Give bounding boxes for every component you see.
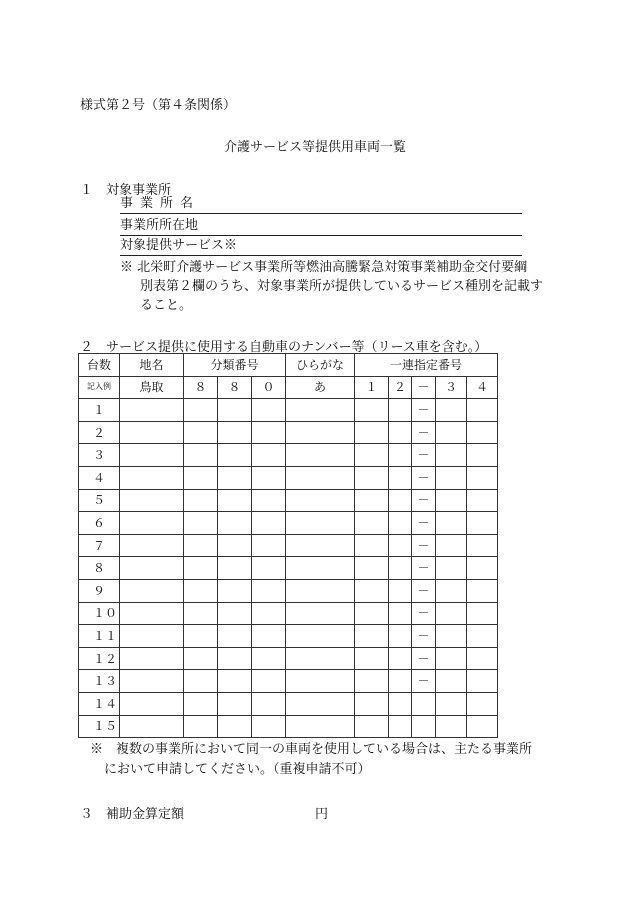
entry-cell[interactable]: [355, 557, 389, 580]
entry-cell[interactable]: [355, 647, 389, 670]
entry-cell[interactable]: [389, 534, 412, 557]
entry-cell[interactable]: [389, 444, 412, 467]
serial-dash-cell[interactable]: －: [412, 444, 436, 467]
entry-cell[interactable]: [436, 466, 467, 489]
entry-cell[interactable]: [120, 466, 184, 489]
table-row: [79, 512, 498, 535]
entry-cell[interactable]: [467, 670, 498, 693]
entry-cell[interactable]: [286, 512, 355, 535]
entry-cell[interactable]: [467, 557, 498, 580]
entry-cell[interactable]: [355, 579, 389, 602]
entry-cell[interactable]: [467, 444, 498, 467]
section1-note-line2: 別表第２欄のうち、対象事業所が提供しているサービス種別を記載す: [140, 279, 544, 294]
entry-cell[interactable]: [218, 534, 252, 557]
entry-cell[interactable]: [120, 557, 184, 580]
entry-cell[interactable]: [184, 444, 218, 467]
row-number: １１: [79, 625, 120, 648]
entry-cell[interactable]: [218, 444, 252, 467]
entry-cell[interactable]: [436, 692, 467, 715]
row-number: ９: [79, 579, 120, 602]
entry-cell[interactable]: [355, 444, 389, 467]
entry-cell[interactable]: [184, 579, 218, 602]
entry-cell[interactable]: [184, 421, 218, 444]
row-number: １: [79, 399, 120, 422]
example-serial-digit: １: [355, 376, 389, 399]
entry-cell[interactable]: [355, 421, 389, 444]
entry-cell[interactable]: [218, 715, 252, 738]
row-number: ５: [79, 489, 120, 512]
entry-cell[interactable]: [389, 421, 412, 444]
entry-cell[interactable]: [184, 670, 218, 693]
row-number: ８: [79, 557, 120, 580]
table-row: [79, 579, 498, 602]
table-row: [79, 602, 498, 625]
entry-cell[interactable]: [286, 692, 355, 715]
entry-cell[interactable]: [184, 715, 218, 738]
service-type-field[interactable]: [120, 237, 522, 256]
entry-cell[interactable]: [467, 625, 498, 648]
entry-cell[interactable]: [120, 692, 184, 715]
entry-cell[interactable]: [355, 399, 389, 422]
entry-cell[interactable]: [436, 444, 467, 467]
entry-cell[interactable]: [389, 466, 412, 489]
serial-dash-cell[interactable]: [412, 692, 436, 715]
entry-cell[interactable]: [436, 489, 467, 512]
serial-dash-cell[interactable]: －: [412, 489, 436, 512]
serial-dash-cell[interactable]: －: [412, 466, 436, 489]
entry-cell[interactable]: [252, 670, 286, 693]
office-name-label: 事業所名: [120, 196, 201, 211]
entry-cell[interactable]: [184, 489, 218, 512]
entry-cell[interactable]: [252, 444, 286, 467]
entry-cell[interactable]: [467, 534, 498, 557]
entry-cell[interactable]: [120, 647, 184, 670]
entry-cell[interactable]: [467, 399, 498, 422]
office-address-label: 事業所所在地: [120, 218, 199, 233]
entry-cell[interactable]: [286, 557, 355, 580]
entry-cell[interactable]: [286, 399, 355, 422]
table-row: [79, 715, 498, 738]
header-hiragana: ひらがな: [286, 354, 355, 377]
entry-cell[interactable]: [467, 647, 498, 670]
entry-cell[interactable]: [120, 489, 184, 512]
entry-cell[interactable]: [355, 692, 389, 715]
entry-cell[interactable]: [389, 715, 412, 738]
entry-cell[interactable]: [286, 625, 355, 648]
entry-cell[interactable]: [120, 444, 184, 467]
example-label: 記入例: [79, 376, 120, 399]
table-row: [79, 670, 498, 693]
serial-dash-cell[interactable]: －: [412, 625, 436, 648]
section1-note-line1: ※ 北栄町介護サービス事業所等燃油高騰緊急対策事業補助金交付要綱: [120, 260, 528, 275]
entry-cell[interactable]: [120, 399, 184, 422]
entry-cell[interactable]: [218, 512, 252, 535]
serial-dash-cell[interactable]: －: [412, 602, 436, 625]
row-number: １３: [79, 670, 120, 693]
entry-cell[interactable]: [389, 489, 412, 512]
entry-cell[interactable]: [286, 579, 355, 602]
example-place: 鳥取: [120, 376, 184, 399]
entry-cell[interactable]: [355, 466, 389, 489]
table-row: [79, 625, 498, 648]
entry-cell[interactable]: [286, 670, 355, 693]
header-class-number: 分類番号: [184, 354, 286, 377]
entry-cell[interactable]: [436, 399, 467, 422]
section2-heading: ２ サービス提供に使用する自動車のナンバー等（リース車を含む。）: [80, 340, 488, 355]
service-type-label: 対象提供サービス※: [120, 238, 238, 253]
entry-cell[interactable]: [355, 715, 389, 738]
example-serial-digit: ４: [467, 376, 498, 399]
entry-cell[interactable]: [218, 466, 252, 489]
row-number: ７: [79, 534, 120, 557]
entry-cell[interactable]: [218, 692, 252, 715]
entry-cell[interactable]: [218, 421, 252, 444]
table-row: [79, 399, 498, 422]
entry-cell[interactable]: [252, 602, 286, 625]
entry-cell[interactable]: [252, 512, 286, 535]
entry-cell[interactable]: [436, 647, 467, 670]
header-count: 台数: [79, 354, 120, 377]
entry-cell[interactable]: [389, 602, 412, 625]
entry-cell[interactable]: [389, 692, 412, 715]
entry-cell[interactable]: [184, 692, 218, 715]
entry-cell[interactable]: [184, 557, 218, 580]
section2-note-line2: において申請してください。（重複申請不可）: [104, 762, 371, 777]
example-class-digit: ８: [218, 376, 252, 399]
entry-cell[interactable]: [389, 625, 412, 648]
entry-cell[interactable]: [467, 489, 498, 512]
table-row: [79, 489, 498, 512]
table-row: [79, 444, 498, 467]
entry-cell[interactable]: [436, 579, 467, 602]
entry-cell[interactable]: [389, 512, 412, 535]
entry-cell[interactable]: [218, 579, 252, 602]
entry-cell[interactable]: [467, 602, 498, 625]
entry-cell[interactable]: [355, 489, 389, 512]
example-serial-dash: －: [412, 376, 436, 399]
row-number: ３: [79, 444, 120, 467]
header-place: 地名: [120, 354, 184, 377]
entry-cell[interactable]: [252, 715, 286, 738]
entry-cell[interactable]: [120, 421, 184, 444]
section1-note: [120, 258, 550, 315]
entry-cell[interactable]: [389, 579, 412, 602]
row-number: ４: [79, 466, 120, 489]
entry-cell[interactable]: [355, 602, 389, 625]
entry-cell[interactable]: [218, 399, 252, 422]
entry-cell[interactable]: [436, 421, 467, 444]
serial-dash-cell[interactable]: －: [412, 399, 436, 422]
serial-dash-cell[interactable]: －: [412, 579, 436, 602]
section3-heading: ３ 補助金算定額: [80, 807, 185, 822]
example-class-digit: ０: [252, 376, 286, 399]
serial-dash-cell[interactable]: －: [412, 534, 436, 557]
serial-dash-cell[interactable]: －: [412, 557, 436, 580]
entry-cell[interactable]: [467, 421, 498, 444]
entry-cell[interactable]: [467, 512, 498, 535]
table-header-row: [79, 354, 498, 377]
form-number: 様式第２号（第４条関係）: [80, 98, 237, 113]
table-row: [79, 692, 498, 715]
entry-cell[interactable]: [355, 670, 389, 693]
entry-cell[interactable]: [120, 625, 184, 648]
entry-cell[interactable]: [252, 421, 286, 444]
page-title: 介護サービス等提供用車両一覧: [223, 140, 406, 155]
office-name-field[interactable]: [120, 195, 522, 214]
entry-cell[interactable]: [286, 534, 355, 557]
entry-cell[interactable]: [286, 466, 355, 489]
serial-dash-cell[interactable]: －: [412, 512, 436, 535]
entry-cell[interactable]: [120, 715, 184, 738]
entry-cell[interactable]: [184, 466, 218, 489]
entry-cell[interactable]: [252, 625, 286, 648]
table-row: [79, 534, 498, 557]
entry-cell[interactable]: [184, 399, 218, 422]
serial-dash-cell[interactable]: －: [412, 670, 436, 693]
entry-cell[interactable]: [436, 670, 467, 693]
entry-cell[interactable]: [252, 692, 286, 715]
section1-note-line3: ること。: [140, 298, 193, 313]
entry-cell[interactable]: [355, 625, 389, 648]
entry-cell[interactable]: [252, 466, 286, 489]
entry-cell[interactable]: [184, 512, 218, 535]
entry-cell[interactable]: [252, 647, 286, 670]
example-hiragana: あ: [286, 376, 355, 399]
vehicle-table: [78, 353, 498, 738]
entry-cell[interactable]: [218, 647, 252, 670]
entry-cell[interactable]: [389, 647, 412, 670]
table-row: [79, 647, 498, 670]
entry-cell[interactable]: [252, 557, 286, 580]
entry-cell[interactable]: [355, 512, 389, 535]
entry-cell[interactable]: [120, 670, 184, 693]
entry-cell[interactable]: [467, 466, 498, 489]
entry-cell[interactable]: [286, 602, 355, 625]
section2-note: [90, 740, 560, 780]
entry-cell[interactable]: [120, 534, 184, 557]
entry-cell[interactable]: [252, 489, 286, 512]
entry-cell[interactable]: [218, 670, 252, 693]
entry-cell[interactable]: [436, 625, 467, 648]
entry-cell[interactable]: [218, 557, 252, 580]
example-serial-digit: ３: [436, 376, 467, 399]
office-address-field[interactable]: [120, 217, 522, 236]
row-number: １５: [79, 715, 120, 738]
entry-cell[interactable]: [389, 557, 412, 580]
table-row: [79, 466, 498, 489]
entry-cell[interactable]: [286, 647, 355, 670]
serial-dash-cell[interactable]: －: [412, 647, 436, 670]
row-number: ２: [79, 421, 120, 444]
row-number: ６: [79, 512, 120, 535]
entry-cell[interactable]: [286, 421, 355, 444]
table-row: [79, 421, 498, 444]
entry-cell[interactable]: [120, 512, 184, 535]
entry-cell[interactable]: [184, 602, 218, 625]
serial-dash-cell[interactable]: －: [412, 421, 436, 444]
entry-cell[interactable]: [120, 602, 184, 625]
entry-cell[interactable]: [467, 579, 498, 602]
row-number: １０: [79, 602, 120, 625]
entry-cell[interactable]: [355, 534, 389, 557]
entry-cell[interactable]: [436, 557, 467, 580]
serial-dash-cell[interactable]: [412, 715, 436, 738]
row-number: １２: [79, 647, 120, 670]
entry-cell[interactable]: [436, 512, 467, 535]
entry-cell[interactable]: [436, 534, 467, 557]
example-class-digit: ８: [184, 376, 218, 399]
entry-cell[interactable]: [218, 625, 252, 648]
entry-cell[interactable]: [286, 444, 355, 467]
entry-cell[interactable]: [184, 534, 218, 557]
entry-cell[interactable]: [252, 579, 286, 602]
entry-cell[interactable]: [286, 715, 355, 738]
entry-cell[interactable]: [467, 715, 498, 738]
yen-unit: 円: [315, 807, 329, 822]
entry-cell[interactable]: [218, 602, 252, 625]
entry-cell[interactable]: [436, 715, 467, 738]
entry-cell[interactable]: [436, 602, 467, 625]
entry-cell[interactable]: [184, 625, 218, 648]
entry-cell[interactable]: [184, 647, 218, 670]
header-serial-number: 一連指定番号: [355, 354, 498, 377]
entry-cell[interactable]: [389, 399, 412, 422]
table-example-row: [79, 376, 498, 399]
section2-note-line1: ※ 複数の事業所において同一の車両を使用している場合は、主たる事業所: [90, 742, 533, 757]
entry-cell[interactable]: [286, 489, 355, 512]
entry-cell[interactable]: [467, 692, 498, 715]
table-row: [79, 557, 498, 580]
entry-cell[interactable]: [120, 579, 184, 602]
entry-cell[interactable]: [389, 670, 412, 693]
section1-heading: １ 対象事業所: [80, 183, 172, 198]
entry-cell[interactable]: [252, 399, 286, 422]
row-number: １４: [79, 692, 120, 715]
example-serial-digit: ２: [389, 376, 412, 399]
entry-cell[interactable]: [218, 489, 252, 512]
entry-cell[interactable]: [252, 534, 286, 557]
